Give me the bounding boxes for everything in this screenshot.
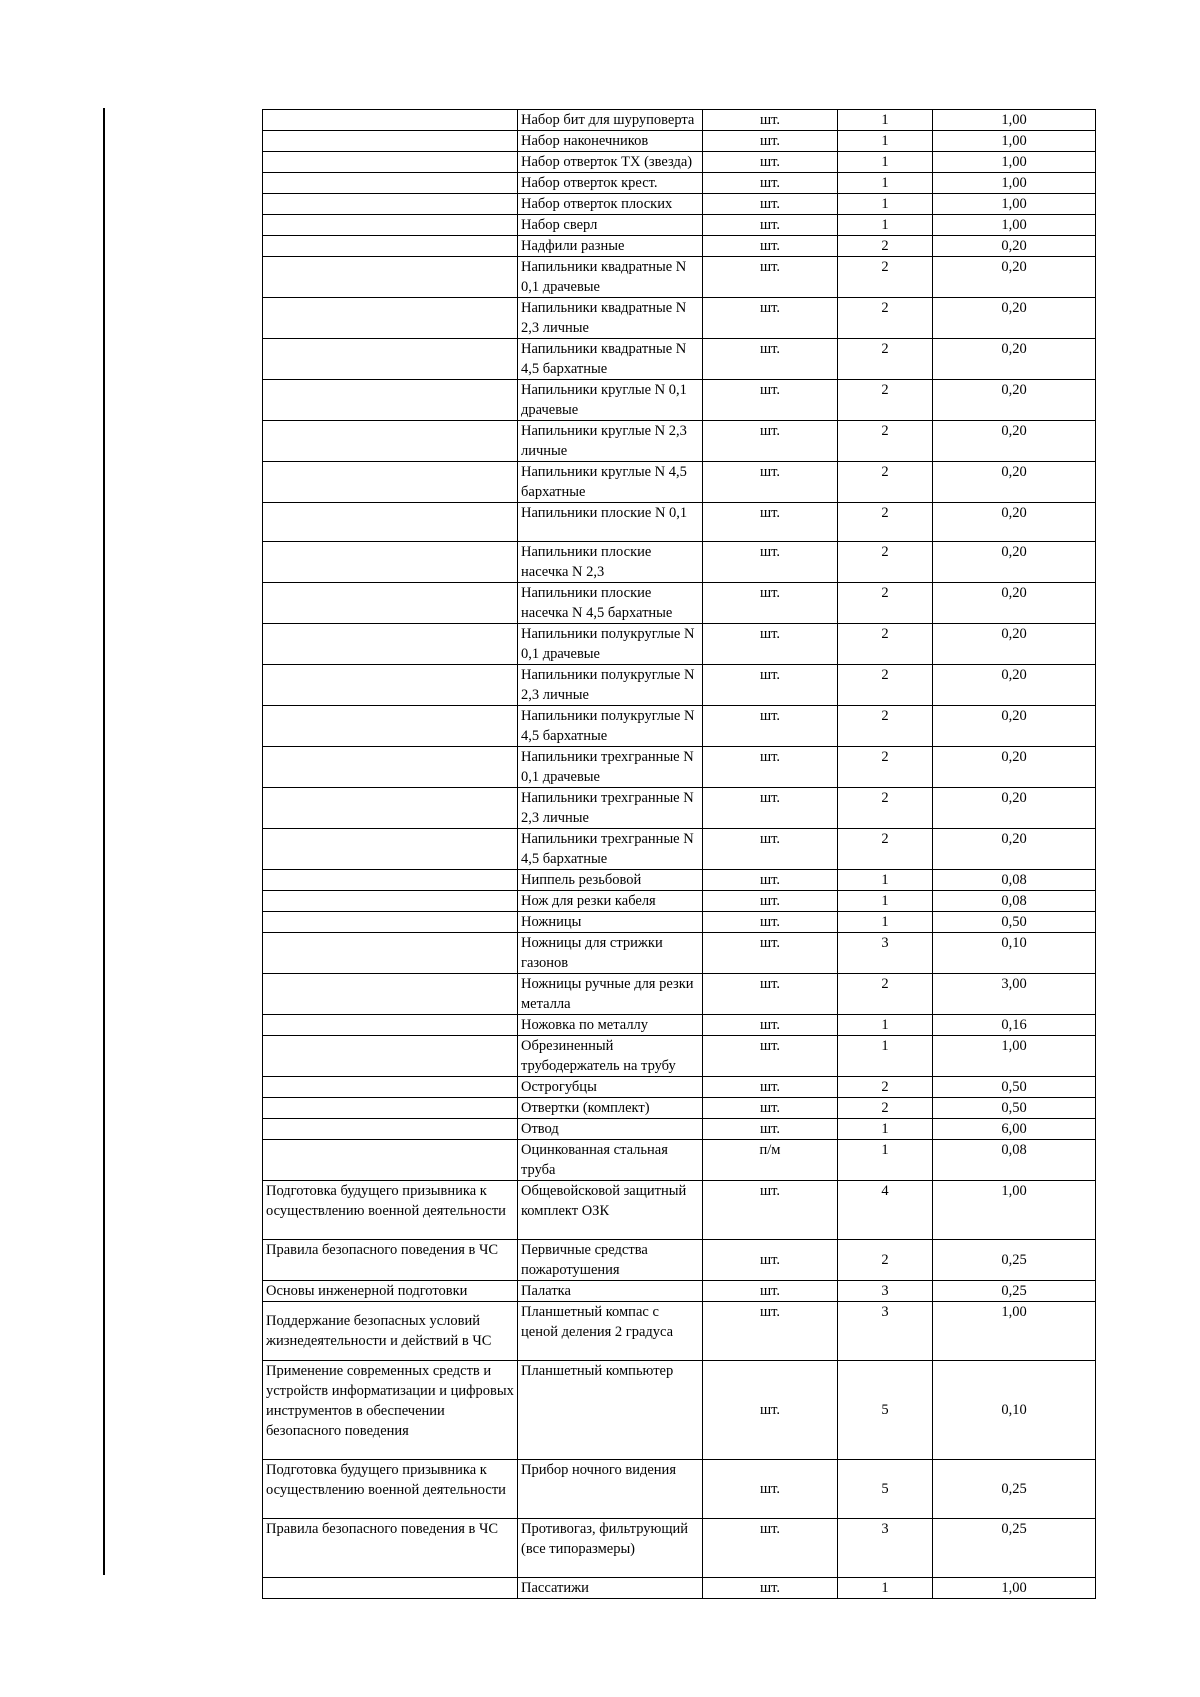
section-cell — [263, 380, 518, 421]
section-cell — [263, 829, 518, 870]
quantity-cell: 2 — [838, 624, 933, 665]
section-cell — [263, 542, 518, 583]
item-name-cell: Напильники круглые N 0,1 драчевые — [518, 380, 703, 421]
table-row — [263, 1240, 1096, 1281]
table-row — [263, 912, 1096, 933]
section-cell — [263, 583, 518, 624]
table-row — [263, 1140, 1096, 1181]
coefficient-cell: 1,00 — [933, 131, 1096, 152]
section-cell — [263, 194, 518, 215]
section-cell — [263, 1098, 518, 1119]
quantity-cell: 2 — [838, 974, 933, 1015]
quantity-cell: 2 — [838, 542, 933, 583]
left-margin-line — [103, 108, 105, 1575]
table-row — [263, 665, 1096, 706]
item-name-cell: Палатка — [518, 1281, 703, 1302]
section-cell — [263, 152, 518, 173]
coefficient-cell: 0,20 — [933, 624, 1096, 665]
quantity-cell: 1 — [838, 215, 933, 236]
coefficient-cell: 0,20 — [933, 421, 1096, 462]
item-name-cell: Ножницы ручные для резки металла — [518, 974, 703, 1015]
item-name-cell: Противогаз, фильтрующий (все типоразмеры) — [518, 1519, 703, 1578]
table-row — [263, 257, 1096, 298]
quantity-cell: 2 — [838, 829, 933, 870]
quantity-cell: 2 — [838, 747, 933, 788]
coefficient-cell: 0,25 — [933, 1519, 1096, 1578]
section-cell — [263, 131, 518, 152]
unit-cell: шт. — [703, 665, 838, 706]
section-cell — [263, 665, 518, 706]
section-cell — [263, 624, 518, 665]
quantity-cell: 2 — [838, 298, 933, 339]
item-name-cell: Напильники квадратные N 4,5 бархатные — [518, 339, 703, 380]
unit-cell: шт. — [703, 380, 838, 421]
table-row — [263, 421, 1096, 462]
item-name-cell: Напильники полукруглые N 4,5 бархатные — [518, 706, 703, 747]
coefficient-cell: 0,20 — [933, 503, 1096, 542]
quantity-cell: 2 — [838, 788, 933, 829]
unit-cell: шт. — [703, 236, 838, 257]
section-cell — [263, 891, 518, 912]
section-cell: Поддержание безопасных условий жизнедеятельности и действий в ЧС — [263, 1302, 518, 1361]
table-row — [263, 462, 1096, 503]
section-cell — [263, 298, 518, 339]
section-cell — [263, 1036, 518, 1077]
unit-cell: шт. — [703, 870, 838, 891]
section-cell: Применение современных средств и устройств информатизации и цифровых инструментов в обеспечении безопасного поведения — [263, 1361, 518, 1460]
coefficient-cell: 0,25 — [933, 1460, 1096, 1519]
section-cell: Правила безопасного поведения в ЧС — [263, 1240, 518, 1281]
unit-cell: шт. — [703, 624, 838, 665]
section-cell — [263, 974, 518, 1015]
item-name-cell: Напильники полукруглые N 2,3 личные — [518, 665, 703, 706]
unit-cell: шт. — [703, 421, 838, 462]
section-cell: Подготовка будущего призывника к осуществлению военной деятельности — [263, 1460, 518, 1519]
unit-cell: шт. — [703, 131, 838, 152]
table-row — [263, 1015, 1096, 1036]
coefficient-cell: 1,00 — [933, 215, 1096, 236]
coefficient-cell: 0,20 — [933, 257, 1096, 298]
table-row — [263, 706, 1096, 747]
coefficient-cell: 0,20 — [933, 339, 1096, 380]
quantity-cell: 3 — [838, 1281, 933, 1302]
quantity-cell: 5 — [838, 1361, 933, 1460]
section-cell — [263, 236, 518, 257]
table-row — [263, 1460, 1096, 1519]
item-name-cell: Надфили разные — [518, 236, 703, 257]
quantity-cell: 1 — [838, 912, 933, 933]
item-name-cell: Напильники трехгранные N 0,1 драчевые — [518, 747, 703, 788]
quantity-cell: 2 — [838, 503, 933, 542]
quantity-cell: 2 — [838, 583, 933, 624]
unit-cell: шт. — [703, 1240, 838, 1281]
table-row — [263, 788, 1096, 829]
table-row — [263, 339, 1096, 380]
table-row — [263, 194, 1096, 215]
quantity-cell: 3 — [838, 1519, 933, 1578]
item-name-cell: Отвод — [518, 1119, 703, 1140]
section-cell — [263, 1015, 518, 1036]
coefficient-cell: 0,10 — [933, 933, 1096, 974]
coefficient-cell: 0,20 — [933, 747, 1096, 788]
unit-cell: шт. — [703, 215, 838, 236]
item-name-cell: Набор отверток ТХ (звезда) — [518, 152, 703, 173]
unit-cell: шт. — [703, 1015, 838, 1036]
item-name-cell: Напильники трехгранные N 2,3 личные — [518, 788, 703, 829]
coefficient-cell: 0,20 — [933, 462, 1096, 503]
quantity-cell: 2 — [838, 1240, 933, 1281]
table-row — [263, 131, 1096, 152]
item-name-cell: Ниппель резьбовой — [518, 870, 703, 891]
section-cell — [263, 1578, 518, 1599]
quantity-cell: 1 — [838, 1015, 933, 1036]
item-name-cell: Набор сверл — [518, 215, 703, 236]
unit-cell: шт. — [703, 1181, 838, 1240]
quantity-cell: 1 — [838, 1578, 933, 1599]
item-name-cell: Планшетный компас с ценой деления 2 градуса — [518, 1302, 703, 1361]
item-name-cell: Напильники квадратные N 0,1 драчевые — [518, 257, 703, 298]
quantity-cell: 5 — [838, 1460, 933, 1519]
coefficient-cell: 0,08 — [933, 891, 1096, 912]
unit-cell: шт. — [703, 1036, 838, 1077]
quantity-cell: 1 — [838, 870, 933, 891]
item-name-cell: Напильники квадратные N 2,3 личные — [518, 298, 703, 339]
item-name-cell: Общевойсковой защитный комплект ОЗК — [518, 1181, 703, 1240]
coefficient-cell: 0,50 — [933, 1098, 1096, 1119]
section-cell — [263, 788, 518, 829]
item-name-cell: Набор отверток плоских — [518, 194, 703, 215]
table-row — [263, 1119, 1096, 1140]
unit-cell: п/м — [703, 1140, 838, 1181]
table-row — [263, 298, 1096, 339]
section-cell — [263, 870, 518, 891]
table-row — [263, 933, 1096, 974]
section-cell — [263, 706, 518, 747]
unit-cell: шт. — [703, 194, 838, 215]
item-name-cell: Ножницы для стрижки газонов — [518, 933, 703, 974]
item-name-cell: Отвертки (комплект) — [518, 1098, 703, 1119]
coefficient-cell: 6,00 — [933, 1119, 1096, 1140]
quantity-cell: 2 — [838, 1077, 933, 1098]
quantity-cell: 1 — [838, 110, 933, 131]
quantity-cell: 1 — [838, 194, 933, 215]
table-row — [263, 974, 1096, 1015]
table-row — [263, 1361, 1096, 1460]
table-row — [263, 1578, 1096, 1599]
section-cell — [263, 1119, 518, 1140]
quantity-cell: 1 — [838, 1036, 933, 1077]
unit-cell: шт. — [703, 1460, 838, 1519]
quantity-cell: 2 — [838, 257, 933, 298]
coefficient-cell: 1,00 — [933, 1302, 1096, 1361]
coefficient-cell: 0,08 — [933, 870, 1096, 891]
coefficient-cell: 0,20 — [933, 665, 1096, 706]
item-name-cell: Первичные средства пожаротушения — [518, 1240, 703, 1281]
equipment-table-body — [263, 110, 1096, 1599]
item-name-cell: Напильники плоские насечка N 2,3 — [518, 542, 703, 583]
quantity-cell: 2 — [838, 421, 933, 462]
coefficient-cell: 0,25 — [933, 1240, 1096, 1281]
table-row — [263, 1519, 1096, 1578]
table-row — [263, 829, 1096, 870]
section-cell — [263, 747, 518, 788]
quantity-cell: 2 — [838, 665, 933, 706]
coefficient-cell: 0,20 — [933, 829, 1096, 870]
table-row — [263, 380, 1096, 421]
unit-cell: шт. — [703, 583, 838, 624]
section-cell — [263, 1077, 518, 1098]
unit-cell: шт. — [703, 1077, 838, 1098]
table-row — [263, 542, 1096, 583]
item-name-cell: Оцинкованная стальная труба — [518, 1140, 703, 1181]
unit-cell: шт. — [703, 339, 838, 380]
table-row — [263, 747, 1096, 788]
quantity-cell: 2 — [838, 339, 933, 380]
unit-cell: шт. — [703, 110, 838, 131]
table-row — [263, 870, 1096, 891]
coefficient-cell: 0,50 — [933, 912, 1096, 933]
unit-cell: шт. — [703, 912, 838, 933]
section-cell — [263, 421, 518, 462]
unit-cell: шт. — [703, 1361, 838, 1460]
table-row — [263, 503, 1096, 542]
section-cell — [263, 339, 518, 380]
unit-cell: шт. — [703, 891, 838, 912]
table-row — [263, 1281, 1096, 1302]
unit-cell: шт. — [703, 298, 838, 339]
quantity-cell: 1 — [838, 1140, 933, 1181]
quantity-cell: 1 — [838, 131, 933, 152]
section-cell — [263, 110, 518, 131]
section-cell — [263, 173, 518, 194]
item-name-cell: Пассатижи — [518, 1578, 703, 1599]
table-row — [263, 891, 1096, 912]
table-row — [263, 624, 1096, 665]
quantity-cell: 2 — [838, 706, 933, 747]
coefficient-cell: 1,00 — [933, 110, 1096, 131]
unit-cell: шт. — [703, 173, 838, 194]
quantity-cell: 1 — [838, 152, 933, 173]
item-name-cell: Острогубцы — [518, 1077, 703, 1098]
coefficient-cell: 0,20 — [933, 583, 1096, 624]
item-name-cell: Напильники круглые N 2,3 личные — [518, 421, 703, 462]
item-name-cell: Набор бит для шуруповерта — [518, 110, 703, 131]
item-name-cell: Напильники полукруглые N 0,1 драчевые — [518, 624, 703, 665]
item-name-cell: Напильники плоские N 0,1 — [518, 503, 703, 542]
unit-cell: шт. — [703, 152, 838, 173]
unit-cell: шт. — [703, 706, 838, 747]
unit-cell: шт. — [703, 747, 838, 788]
section-cell — [263, 933, 518, 974]
coefficient-cell: 0,20 — [933, 542, 1096, 583]
coefficient-cell: 0,20 — [933, 236, 1096, 257]
section-cell — [263, 257, 518, 298]
coefficient-cell: 0,50 — [933, 1077, 1096, 1098]
item-name-cell: Нож для резки кабеля — [518, 891, 703, 912]
section-cell — [263, 215, 518, 236]
item-name-cell: Набор наконечников — [518, 131, 703, 152]
quantity-cell: 2 — [838, 380, 933, 421]
table-row — [263, 1302, 1096, 1361]
unit-cell: шт. — [703, 1281, 838, 1302]
item-name-cell: Напильники круглые N 4,5 бархатные — [518, 462, 703, 503]
unit-cell: шт. — [703, 788, 838, 829]
quantity-cell: 2 — [838, 1098, 933, 1119]
section-cell: Основы инженерной подготовки — [263, 1281, 518, 1302]
coefficient-cell: 1,00 — [933, 1036, 1096, 1077]
quantity-cell: 2 — [838, 462, 933, 503]
section-cell — [263, 503, 518, 542]
quantity-cell: 2 — [838, 236, 933, 257]
quantity-cell: 1 — [838, 173, 933, 194]
unit-cell: шт. — [703, 1578, 838, 1599]
unit-cell: шт. — [703, 257, 838, 298]
coefficient-cell: 0,10 — [933, 1361, 1096, 1460]
table-row — [263, 110, 1096, 131]
unit-cell: шт. — [703, 503, 838, 542]
quantity-cell: 1 — [838, 1119, 933, 1140]
table-row — [263, 1077, 1096, 1098]
unit-cell: шт. — [703, 1519, 838, 1578]
unit-cell: шт. — [703, 462, 838, 503]
item-name-cell: Набор отверток крест. — [518, 173, 703, 194]
table-row — [263, 583, 1096, 624]
table-row — [263, 1036, 1096, 1077]
coefficient-cell: 1,00 — [933, 194, 1096, 215]
table-row — [263, 1098, 1096, 1119]
item-name-cell: Ножовка по металлу — [518, 1015, 703, 1036]
coefficient-cell: 0,20 — [933, 788, 1096, 829]
section-cell — [263, 912, 518, 933]
unit-cell: шт. — [703, 1098, 838, 1119]
unit-cell: шт. — [703, 1119, 838, 1140]
item-name-cell: Напильники трехгранные N 4,5 бархатные — [518, 829, 703, 870]
coefficient-cell: 0,20 — [933, 298, 1096, 339]
coefficient-cell: 1,00 — [933, 152, 1096, 173]
item-name-cell: Прибор ночного видения — [518, 1460, 703, 1519]
table-row — [263, 152, 1096, 173]
quantity-cell: 3 — [838, 1302, 933, 1361]
coefficient-cell: 0,20 — [933, 380, 1096, 421]
coefficient-cell: 1,00 — [933, 1181, 1096, 1240]
coefficient-cell: 1,00 — [933, 1578, 1096, 1599]
unit-cell: шт. — [703, 1302, 838, 1361]
coefficient-cell: 1,00 — [933, 173, 1096, 194]
section-cell — [263, 1140, 518, 1181]
item-name-cell: Планшетный компьютер — [518, 1361, 703, 1460]
table-row — [263, 173, 1096, 194]
table-row — [263, 1181, 1096, 1240]
unit-cell: шт. — [703, 829, 838, 870]
quantity-cell: 4 — [838, 1181, 933, 1240]
section-cell — [263, 462, 518, 503]
equipment-table — [262, 109, 1096, 1599]
quantity-cell: 3 — [838, 933, 933, 974]
item-name-cell: Напильники плоские насечка N 4,5 бархатные — [518, 583, 703, 624]
coefficient-cell: 0,08 — [933, 1140, 1096, 1181]
item-name-cell: Обрезиненный трубодержатель на трубу — [518, 1036, 703, 1077]
coefficient-cell: 0,16 — [933, 1015, 1096, 1036]
unit-cell: шт. — [703, 542, 838, 583]
unit-cell: шт. — [703, 933, 838, 974]
coefficient-cell: 0,20 — [933, 706, 1096, 747]
quantity-cell: 1 — [838, 891, 933, 912]
table-row — [263, 215, 1096, 236]
coefficient-cell: 0,25 — [933, 1281, 1096, 1302]
section-cell: Подготовка будущего призывника к осуществлению военной деятельности — [263, 1181, 518, 1240]
table-row — [263, 236, 1096, 257]
unit-cell: шт. — [703, 974, 838, 1015]
item-name-cell: Ножницы — [518, 912, 703, 933]
coefficient-cell: 3,00 — [933, 974, 1096, 1015]
section-cell: Правила безопасного поведения в ЧС — [263, 1519, 518, 1578]
